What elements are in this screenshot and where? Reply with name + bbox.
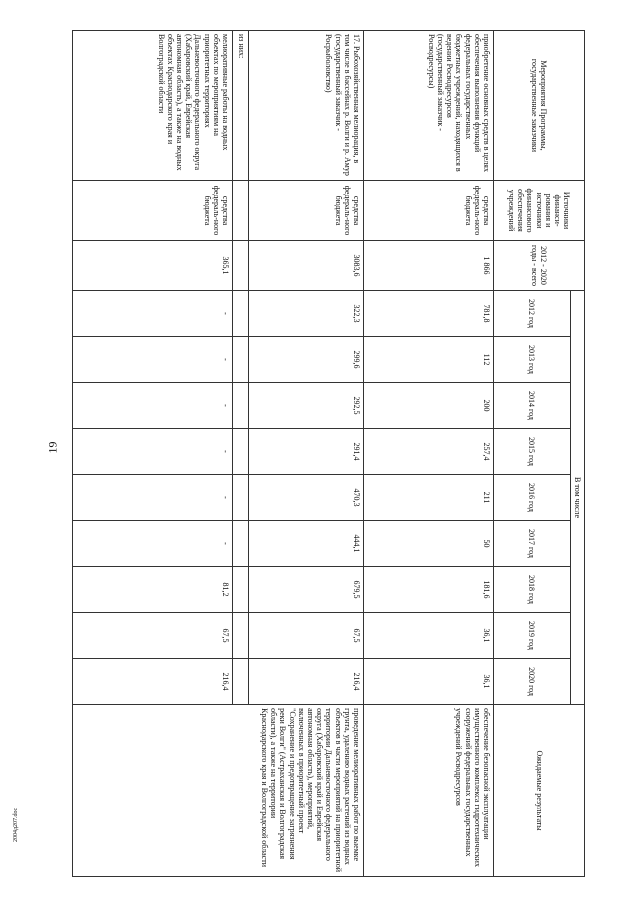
value-cell: 67,5 <box>249 613 364 659</box>
header-year-2019: 2019 год <box>494 613 571 659</box>
result-cell: обеспечение безопасной эксплуатации имущественного комплекса гидротехнических сооружений федеральных государственных учреждений Росводресурсов <box>364 705 494 877</box>
value-cell: 200 <box>364 383 494 429</box>
value-cell: 81,2 <box>73 567 233 613</box>
measure-cell: 17. Рыбохозяйственная мелиорация, в том числе в бассейнах р. Волги и р. Амур (государственный заказчик - Росрыболовство) <box>249 31 364 181</box>
header-measures: Мероприятия Программы, государственные заказчики <box>494 31 585 181</box>
table-row <box>364 31 494 877</box>
header-year-2020: 2020 год <box>494 659 571 705</box>
footer-filename: 2004д207.doc <box>13 807 19 842</box>
measure-cell: мелиоративные работы на водных объектах по мероприятиям на приоритетных территориях Дальневосточного федерального округа (Хабаровский край, Еврейская автономная область), а также на водных объектах Краснодарского края и Волгоградской области <box>73 31 233 181</box>
value-cell: 112 <box>364 337 494 383</box>
value-cell: 291,4 <box>249 429 364 475</box>
header-year-2013: 2013 год <box>494 337 571 383</box>
value-cell: 299,6 <box>249 337 364 383</box>
source-cell: средства федераль-ного бюджета <box>364 181 494 241</box>
value-cell: 257,4 <box>364 429 494 475</box>
value-cell: 322,3 <box>249 291 364 337</box>
value-cell: 67,5 <box>73 613 233 659</box>
value-cell <box>233 521 249 567</box>
source-cell: средства федераль-ного бюджета <box>249 181 364 241</box>
value-cell: 50 <box>364 521 494 567</box>
value-cell <box>233 567 249 613</box>
value-cell: - <box>73 337 233 383</box>
document-table-canvas <box>60 30 585 876</box>
value-cell: 292,5 <box>249 383 364 429</box>
result-cell: проведение мелиоративных работ по выемке грунта, удалению водных растений из водных объектов в части мероприятий на приоритетной территории Дальневосточного федерального округа (Хабаровский край и Еврейская автономная область), мероприятий, включенных в приоритетный проект "Сохранение и предотвращение загрязнения реки Волги" (Астраханская и Волгоградская области), а также на территории Краснодарского края и Волгоградской области <box>73 705 364 877</box>
header-sources: Источники финанси-рования и источники финансового обеспечения учреждений <box>494 181 585 241</box>
program-measures-table <box>72 30 585 877</box>
measure-cell: приобретение основных средств в целях обеспечения выполнения функций федеральных государственных бюджетных учреждений, находящихся в ведении Росводресурсов (государственный заказчик - Росводресурсы) <box>364 31 494 181</box>
measure-cell: из них: <box>233 31 249 181</box>
total-cell: 1 866 <box>364 241 494 291</box>
value-cell <box>233 291 249 337</box>
value-cell: 211 <box>364 475 494 521</box>
value-cell: - <box>73 383 233 429</box>
value-cell: 36,1 <box>364 613 494 659</box>
value-cell <box>233 475 249 521</box>
source-cell <box>233 181 249 241</box>
header-year-2014: 2014 год <box>494 383 571 429</box>
value-cell <box>233 429 249 475</box>
header-year-2012: 2012 год <box>494 291 571 337</box>
value-cell: 781,8 <box>364 291 494 337</box>
header-year-2018: 2018 год <box>494 567 571 613</box>
value-cell: 470,3 <box>249 475 364 521</box>
header-year-2016: 2016 год <box>494 475 571 521</box>
value-cell: - <box>73 475 233 521</box>
value-cell: 181,6 <box>364 567 494 613</box>
table-row <box>249 31 364 877</box>
value-cell: 216,4 <box>73 659 233 705</box>
value-cell: - <box>73 429 233 475</box>
header-year-2015: 2015 год <box>494 429 571 475</box>
value-cell: 444,1 <box>249 521 364 567</box>
total-cell: 3083,6 <box>249 241 364 291</box>
value-cell: 36,1 <box>364 659 494 705</box>
value-cell <box>233 613 249 659</box>
page-number: 19 <box>45 441 60 454</box>
header-including: В том числе <box>570 291 584 705</box>
value-cell: - <box>73 291 233 337</box>
value-cell <box>233 383 249 429</box>
source-cell: средства федераль-ного бюджета <box>73 181 233 241</box>
value-cell: 216,4 <box>249 659 364 705</box>
value-cell: 679,5 <box>249 567 364 613</box>
header-year-2017: 2017 год <box>494 521 571 567</box>
value-cell <box>233 659 249 705</box>
value-cell <box>233 337 249 383</box>
header-results: Ожидаемые результаты <box>494 705 585 877</box>
total-cell: 365,1 <box>73 241 233 291</box>
total-cell <box>233 241 249 291</box>
value-cell: - <box>73 521 233 567</box>
header-total: 2012 - 2020 годы - всего <box>494 241 585 291</box>
